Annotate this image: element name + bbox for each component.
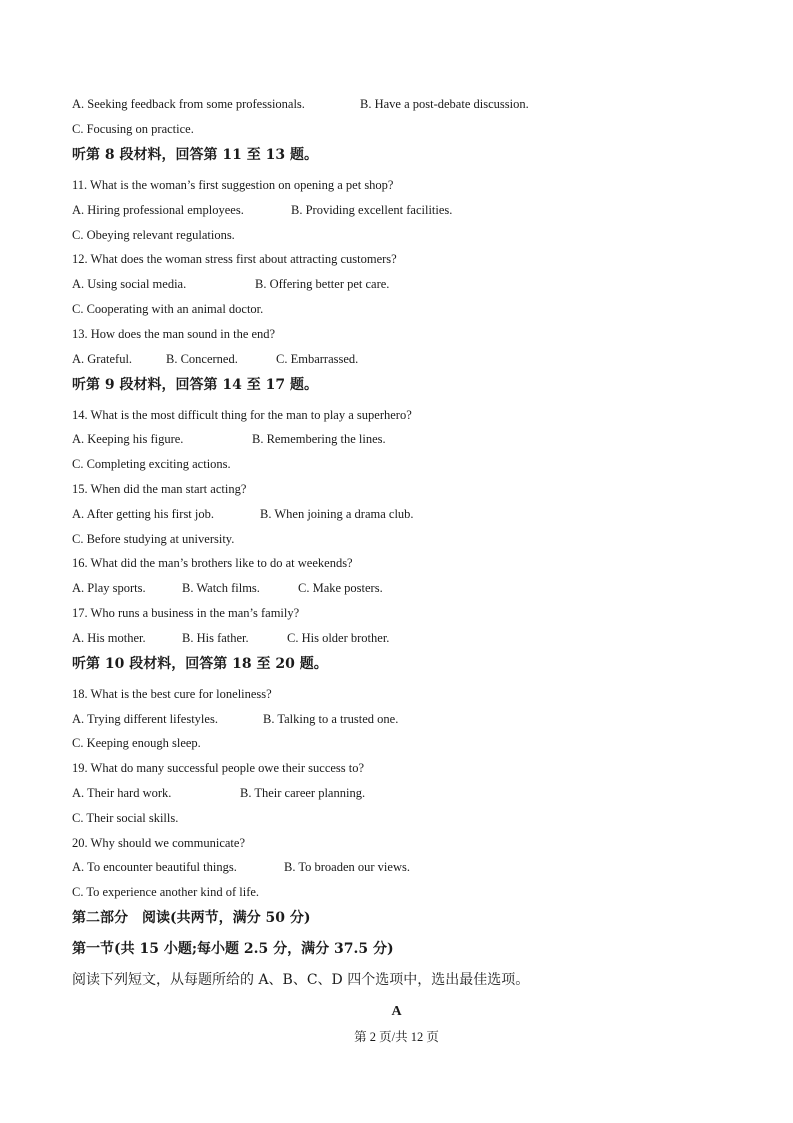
passage-label: A — [391, 1004, 402, 1019]
answer-option: B. Their career planning. — [240, 786, 366, 800]
answer-option: B. Watch films. — [182, 581, 260, 595]
answer-option: A. Seeking feedback from some professionals. — [72, 97, 305, 111]
question-text: 11. What is the woman’s first suggestion on opening a pet shop? — [72, 178, 394, 192]
answer-option: C. His older brother. — [287, 631, 390, 645]
answer-option: B. His father. — [182, 631, 249, 645]
answer-option: A. Trying different lifestyles. — [72, 712, 218, 726]
answer-option: A. To encounter beautiful things. — [72, 860, 237, 874]
answer-option: C. Their social skills. — [72, 811, 179, 825]
answer-option: A. Using social media. — [72, 277, 187, 291]
answer-option: C. Before studying at university. — [72, 532, 235, 546]
section-heading: 第一节(共 15 小题;每小题 2.5 分，满分 37.5 分) — [72, 941, 394, 957]
answer-option: B. When joining a drama club. — [260, 507, 414, 521]
answer-option: A. Play sports. — [72, 581, 146, 595]
question-text: 16. What did the man’s brothers like to do at weekends? — [72, 556, 353, 570]
section-heading: 听第 8 段材料，回答第 11 至 13 题。 — [72, 147, 318, 163]
answer-option: C. Cooperating with an animal doctor. — [72, 302, 264, 316]
answer-option: C. Make posters. — [298, 581, 383, 595]
answer-option: C. Obeying relevant regulations. — [72, 228, 235, 242]
question-text: 15. When did the man start acting? — [72, 482, 247, 496]
question-text: 20. Why should we communicate? — [72, 836, 245, 850]
answer-option: C. Focusing on practice. — [72, 122, 194, 136]
answer-option: B. Talking to a trusted one. — [263, 712, 399, 726]
answer-option: A. Grateful. — [72, 352, 133, 366]
question-text: 19. What do many successful people owe their success to? — [72, 761, 365, 775]
question-text: 17. Who runs a business in the man’s family? — [72, 606, 300, 620]
question-text: 12. What does the woman stress first about attracting customers? — [72, 252, 397, 266]
answer-option: A. Their hard work. — [72, 786, 172, 800]
section-heading: 第二部分 阅读(共两节，满分 50 分) — [72, 910, 311, 926]
answer-option: B. To broaden our views. — [284, 860, 410, 874]
answer-option: A. Keeping his figure. — [72, 432, 184, 446]
question-text: 14. What is the most difficult thing for the man to play a superhero? — [72, 408, 412, 422]
answer-option: C. Completing exciting actions. — [72, 457, 231, 471]
question-text: 18. What is the best cure for loneliness? — [72, 687, 272, 701]
page-footer: 第 2 页/共 12 页 — [354, 1030, 439, 1044]
answer-option: A. Hiring professional employees. — [72, 203, 244, 217]
answer-option: A. His mother. — [72, 631, 146, 645]
instruction-text: 阅读下列短文，从每题所给的 A、B、C、D 四个选项中，选出最佳选项。 — [72, 972, 530, 988]
answer-option: A. After getting his first job. — [72, 507, 214, 521]
answer-option: B. Have a post-debate discussion. — [360, 97, 529, 111]
answer-option: B. Offering better pet care. — [255, 277, 390, 291]
answer-option: B. Concerned. — [166, 352, 238, 366]
question-text: 13. How does the man sound in the end? — [72, 327, 276, 341]
section-heading: 听第 9 段材料，回答第 14 至 17 题。 — [72, 377, 318, 393]
answer-option: C. To experience another kind of life. — [72, 885, 260, 899]
answer-option: B. Providing excellent facilities. — [291, 203, 453, 217]
answer-option: B. Remembering the lines. — [252, 432, 386, 446]
answer-option: C. Keeping enough sleep. — [72, 736, 201, 750]
section-heading: 听第 10 段材料，回答第 18 至 20 题。 — [72, 656, 328, 672]
answer-option: C. Embarrassed. — [276, 352, 359, 366]
